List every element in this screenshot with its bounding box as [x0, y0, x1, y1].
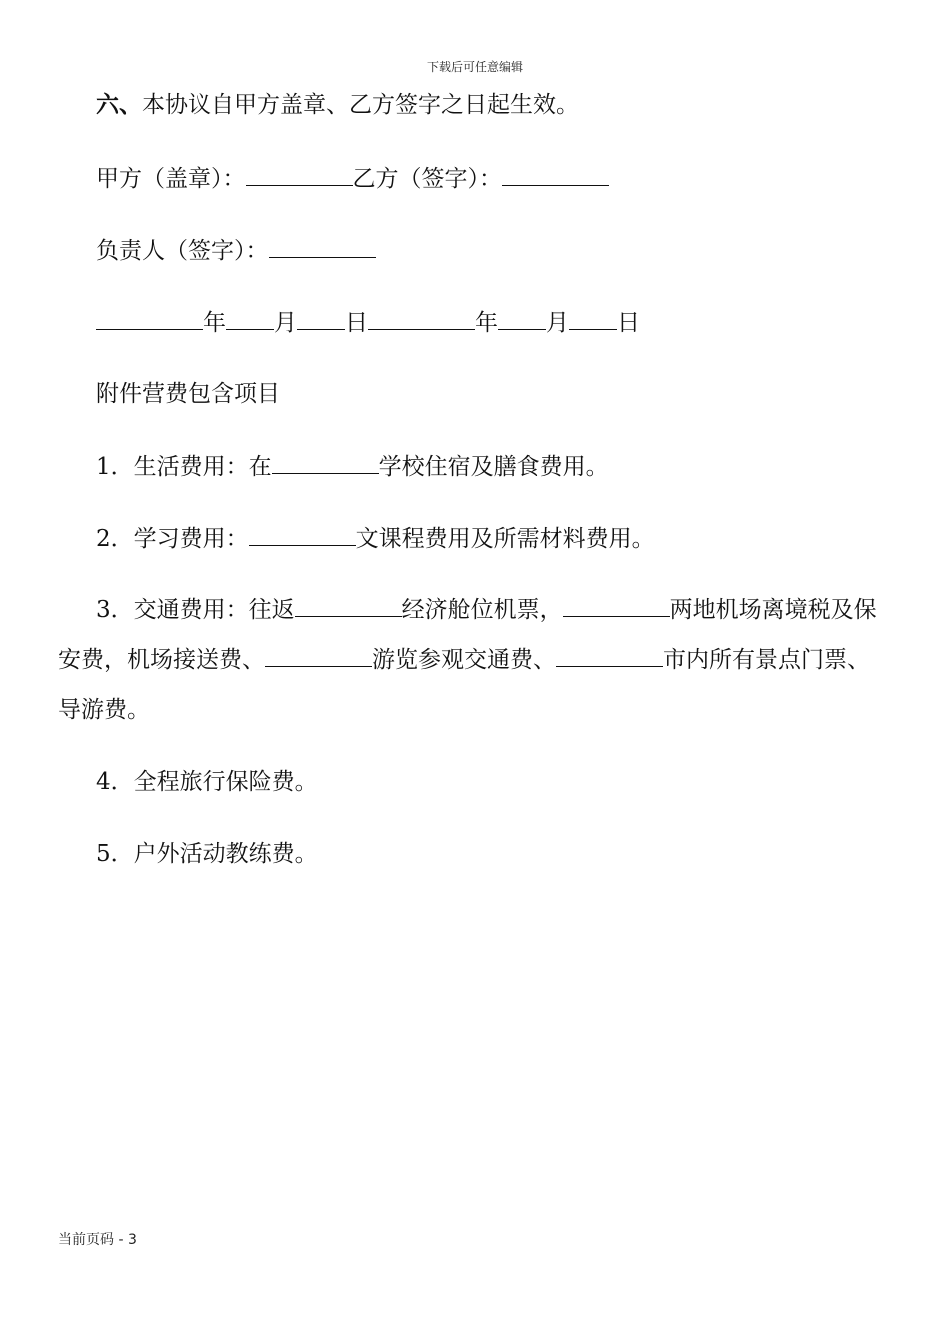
date-line [96, 307, 640, 338]
year-label-a: 年 [203, 310, 226, 336]
item-3-text-3: 两地机场离境税及保安费，机场接送费、 [58, 597, 877, 673]
year-label-b: 年 [475, 310, 498, 336]
party-b-blank[interactable] [502, 163, 609, 186]
signature-line-responsible [96, 235, 376, 266]
attachment-title: 附件营费包含项目 [96, 381, 280, 407]
item-number: 5． [96, 841, 134, 867]
item-number: 2． [96, 526, 134, 552]
item-number: 3． [96, 597, 134, 623]
attachment-item-4 [96, 767, 318, 797]
attachment-item-5 [96, 839, 318, 869]
item-3-text-1: 交通费用：往返 [133, 597, 295, 623]
day-blank-a[interactable] [297, 307, 345, 330]
month-blank-b[interactable] [498, 307, 546, 330]
attachment-item-3 [58, 585, 888, 735]
year-blank-a[interactable] [96, 307, 203, 330]
item-3-blank-3[interactable] [265, 644, 372, 667]
responsible-blank[interactable] [269, 235, 376, 258]
item-1-blank[interactable] [272, 451, 379, 474]
item-text: 全程旅行保险费。 [133, 769, 318, 795]
item-3-text-4: 游览参观交通费、 [372, 647, 556, 673]
item-3-blank-4[interactable] [556, 644, 663, 667]
item-text-before: 学习费用： [133, 526, 249, 552]
year-blank-b[interactable] [368, 307, 475, 330]
month-label-b: 月 [546, 310, 569, 336]
day-label-a: 日 [345, 310, 368, 336]
item-3-blank-1[interactable] [295, 594, 402, 617]
item-text-after: 文课程费用及所需材料费用。 [355, 526, 655, 552]
item-3-blank-2[interactable] [563, 594, 670, 617]
day-blank-b[interactable] [569, 307, 617, 330]
signature-line-parties [96, 163, 609, 194]
party-a-label: 甲方（盖章）： [96, 166, 246, 192]
attachment-item-1 [96, 451, 609, 482]
month-label-a: 月 [274, 310, 297, 336]
clause-6-text: 本协议自甲方盖章、乙方签字之日起生效。 [142, 92, 579, 118]
item-text: 户外活动教练费。 [133, 841, 318, 867]
clause-6-lead: 六、 [96, 91, 142, 118]
day-label-b: 日 [617, 310, 640, 336]
item-3-text-5: 市内所有景点门票、导游费。 [58, 647, 870, 723]
item-text-after: 学校住宿及膳食费用。 [378, 454, 609, 480]
attachment-item-2 [96, 523, 655, 554]
responsible-label: 负责人（签字）： [96, 238, 269, 264]
item-2-blank[interactable] [249, 523, 356, 546]
page-number: 当前页码 - 3 [58, 1232, 137, 1248]
party-b-label: 乙方（签字）： [352, 166, 502, 192]
item-text-before: 生活费用：在 [133, 454, 272, 480]
item-number: 4． [96, 769, 134, 795]
party-a-blank[interactable] [246, 163, 353, 186]
clause-6 [96, 90, 579, 120]
header-note: 下载后可任意编辑 [426, 60, 523, 74]
item-3-text-2: 经济舱位机票， [401, 597, 563, 623]
month-blank-a[interactable] [226, 307, 274, 330]
item-number: 1． [96, 454, 134, 480]
